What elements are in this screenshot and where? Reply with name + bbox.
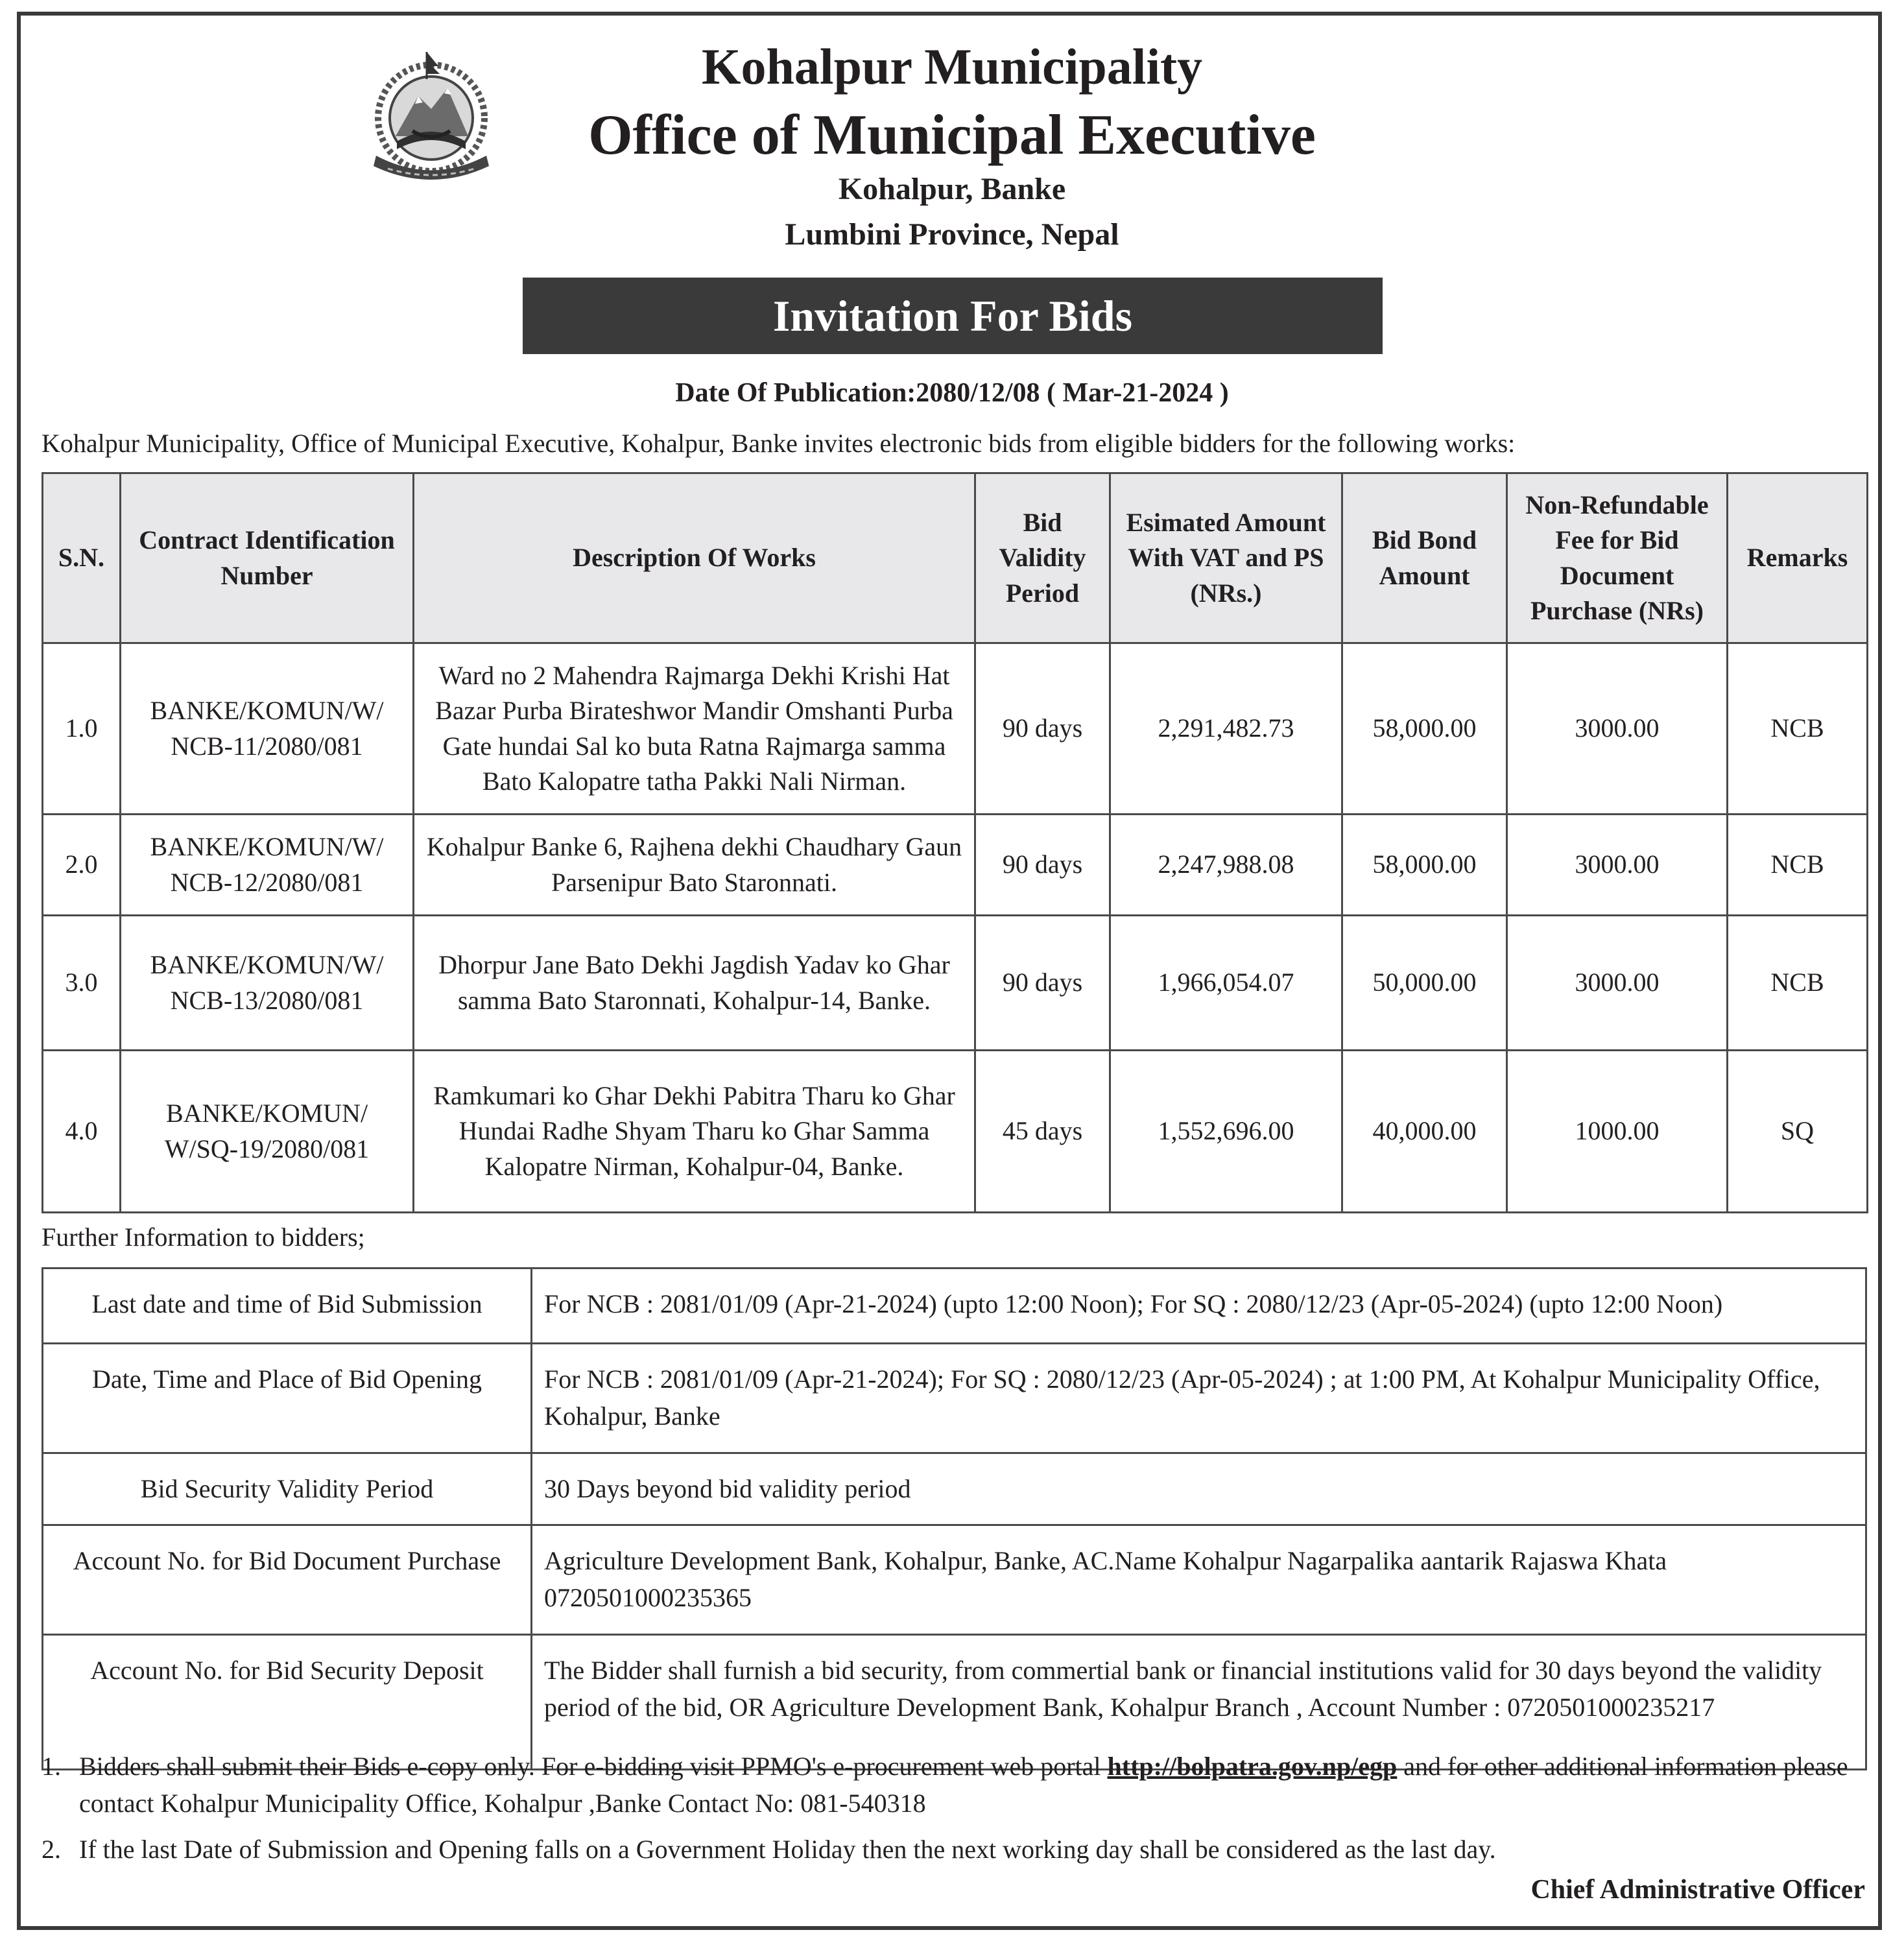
further-info-label: Further Information to bidders;: [42, 1222, 365, 1252]
note-text: and for other additional information please contact Kohalpur Municipality Office, Kohalpur ,Banke Contact No: 081-540318: [79, 1752, 1848, 1818]
description-cell: Dhorpur Jane Bato Dekhi Jagdish Yadav ko Ghar samma Bato Staronnati, Kohalpur-14, Banke.: [414, 916, 975, 1051]
estimated-amount-cell: 2,247,988.08: [1110, 815, 1342, 916]
column-header: Bid Validity Period: [975, 473, 1110, 643]
note-item: [42, 1831, 1870, 1868]
office-location: Kohalpur, Banke: [838, 172, 1066, 206]
table-row: [43, 916, 1868, 1051]
description-cell: Ramkumari ko Ghar Dekhi Pabitra Tharu ko Ghar Hundai Radhe Shyam Tharu ko Ghar Samma Kalopatre Nirman, Kohalpur-04, Banke.: [414, 1051, 975, 1213]
further-info-table: [42, 1267, 1867, 1770]
notes-list: [42, 1748, 1870, 1877]
table-row: [43, 1051, 1868, 1213]
province-name: Lumbini Province, Nepal: [785, 217, 1119, 252]
table-row: [43, 643, 1868, 815]
remarks-cell: NCB: [1728, 916, 1868, 1051]
info-row: [43, 1525, 1866, 1635]
note-number: 2.: [42, 1834, 61, 1864]
note-text: Bidders shall submit their Bids e-copy only. For e-bidding visit PPMO's e-procurement web portal: [79, 1752, 1108, 1781]
contract-id-cell: BANKE/KOMUN/W/ NCB-13/2080/081: [121, 916, 414, 1051]
remarks-cell: SQ: [1728, 1051, 1868, 1213]
office-name: Office of Municipal Executive: [588, 104, 1316, 167]
estimated-amount-cell: 1,966,054.07: [1110, 916, 1342, 1051]
info-row: [43, 1268, 1866, 1344]
note-number: 1.: [42, 1752, 61, 1781]
contract-id-cell: BANKE/KOMUN/ W/SQ-19/2080/081: [121, 1051, 414, 1213]
info-label-cell: Date, Time and Place of Bid Opening: [43, 1344, 532, 1453]
info-value-cell: Agriculture Development Bank, Kohalpur, Banke, AC.Name Kohalpur Nagarpalika aantarik Rajaswa Khata 0720501000235365: [532, 1525, 1866, 1635]
publication-date: Date Of Publication:2080/12/08 ( Mar-21-2024 ): [675, 378, 1229, 408]
info-label-cell: Account No. for Bid Security Deposit: [43, 1634, 532, 1769]
serial-number-cell: 1.0: [43, 643, 121, 815]
note-text: If the last Date of Submission and Opening falls on a Government Holiday then the next working day shall be considered as the last day.: [79, 1834, 1496, 1864]
column-header: Remarks: [1728, 473, 1868, 643]
info-label-cell: Last date and time of Bid Submission: [43, 1268, 532, 1344]
description-cell: Kohalpur Banke 6, Rajhena dekhi Chaudhary Gaun Parsenipur Bato Staronnati.: [414, 815, 975, 916]
serial-number-cell: 2.0: [43, 815, 121, 916]
info-value-cell: The Bidder shall furnish a bid security, from commertial bank or financial institutions valid for 30 days beyond the validity period of the bid, OR Agriculture Development Bank, Kohalpur Branch , Account Number : 0720501000235217: [532, 1634, 1866, 1769]
info-label-cell: Bid Security Validity Period: [43, 1453, 532, 1525]
serial-number-cell: 3.0: [43, 916, 121, 1051]
description-cell: Ward no 2 Mahendra Rajmarga Dekhi Krishi Hat Bazar Purba Birateshwor Mandir Omshanti Purba Gate hundai Sal ko buta Ratna Rajmarga samma Bato Kalopatre tatha Pakki Nali Nirman.: [414, 643, 975, 815]
bid-bond-cell: 50,000.00: [1342, 916, 1507, 1051]
column-header: Non-Refundable Fee for Bid Document Purchase (NRs): [1507, 473, 1728, 643]
fee-cell: 3000.00: [1507, 916, 1728, 1051]
note-item: [42, 1748, 1870, 1822]
column-header: Bid Bond Amount: [1342, 473, 1507, 643]
bid-bond-cell: 40,000.00: [1342, 1051, 1507, 1213]
validity-cell: 90 days: [975, 643, 1110, 815]
remarks-cell: NCB: [1728, 643, 1868, 815]
info-label-cell: Account No. for Bid Document Purchase: [43, 1525, 532, 1635]
table-header-row: [43, 473, 1868, 643]
info-row: [43, 1344, 1866, 1453]
contract-id-cell: BANKE/KOMUN/W/ NCB-12/2080/081: [121, 815, 414, 916]
validity-cell: 90 days: [975, 815, 1110, 916]
estimated-amount-cell: 2,291,482.73: [1110, 643, 1342, 815]
info-row: [43, 1453, 1866, 1525]
column-header: Esimated Amount With VAT and PS (NRs.): [1110, 473, 1342, 643]
info-value-cell: For NCB : 2081/01/09 (Apr-21-2024) (upto 12:00 Noon); For SQ : 2080/12/23 (Apr-05-2024) (upto 12:00 Noon): [532, 1268, 1866, 1344]
intro-paragraph: Kohalpur Municipality, Office of Municipal Executive, Kohalpur, Banke invites electronic bids from eligible bidders for the following works:: [42, 429, 1516, 458]
fee-cell: 3000.00: [1507, 815, 1728, 916]
notice-title-banner: Invitation For Bids: [523, 278, 1383, 354]
validity-cell: 45 days: [975, 1051, 1110, 1213]
column-header: S.N.: [43, 473, 121, 643]
bid-bond-cell: 58,000.00: [1342, 815, 1507, 916]
estimated-amount-cell: 1,552,696.00: [1110, 1051, 1342, 1213]
table-row: [43, 815, 1868, 916]
municipality-name: Kohalpur Municipality: [701, 38, 1203, 95]
bid-bond-cell: 58,000.00: [1342, 643, 1507, 815]
column-header: Contract Identification Number: [121, 473, 414, 643]
validity-cell: 90 days: [975, 916, 1110, 1051]
column-header: Description Of Works: [414, 473, 975, 643]
info-value-cell: 30 Days beyond bid validity period: [532, 1453, 1866, 1525]
info-value-cell: For NCB : 2081/01/09 (Apr-21-2024); For SQ : 2080/12/23 (Apr-05-2024) ; at 1:00 PM, At Kohalpur Municipality Office, Kohalpur, Banke: [532, 1344, 1866, 1453]
contract-id-cell: BANKE/KOMUN/W/ NCB-11/2080/081: [121, 643, 414, 815]
remarks-cell: NCB: [1728, 815, 1868, 916]
fee-cell: 1000.00: [1507, 1051, 1728, 1213]
fee-cell: 3000.00: [1507, 643, 1728, 815]
signatory-title: Chief Administrative Officer: [1530, 1875, 1865, 1905]
serial-number-cell: 4.0: [43, 1051, 121, 1213]
egp-portal-link[interactable]: http://bolpatra.gov.np/egp: [1107, 1752, 1398, 1781]
bids-table: [42, 472, 1868, 1213]
